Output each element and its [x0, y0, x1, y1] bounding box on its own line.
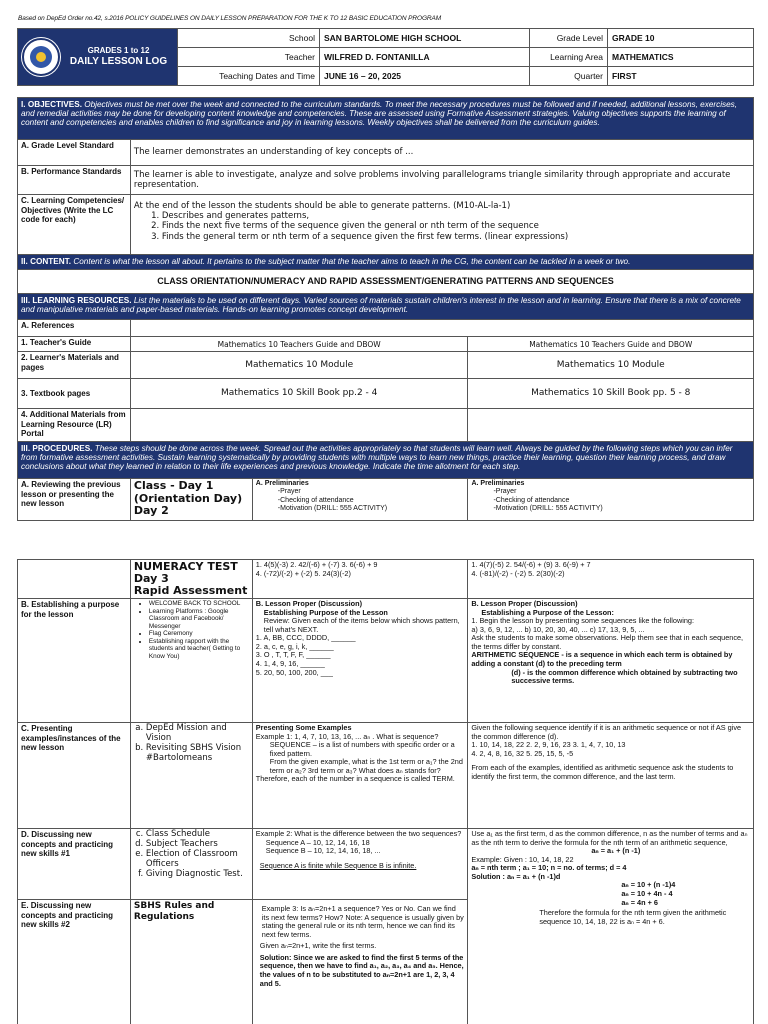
competencies-intro: At the end of the lesson the students should be able to generate patterns. (M10-AL-la-1)	[133, 201, 511, 211]
logo-line-dll: DAILY LESSON LOG	[69, 55, 168, 67]
resources-heading: III. LEARNING RESOURCES.	[21, 296, 132, 305]
formula-line: Example: Given : 10, 14, 18, 22	[471, 854, 574, 864]
purpose-item: • Flag Ceremony	[149, 630, 249, 637]
dates-label: Teaching Dates and Time	[178, 67, 320, 86]
page2-empty-label	[18, 560, 131, 599]
example-line: Therefore, each of the number in a sequence is called TERM.	[255, 774, 455, 784]
formula-line: aₙ = 10 + 4n - 4	[621, 889, 673, 898]
formula-line: Solution : aₙ = a₁ + (n -1)d	[471, 871, 561, 881]
formula-line: aₙ = nth term ; a₁ = 10; n = no. of terms; d = 4	[471, 863, 627, 873]
examples-title: Presenting Some Examples	[255, 723, 352, 733]
dates-value: JUNE 16 – 20, 2025	[320, 67, 530, 86]
school-value: SAN BARTOLOME HIGH SCHOOL	[320, 29, 530, 48]
review-line: 3. O , T, T, F, F, ______	[255, 650, 331, 660]
presenting-examples-day2	[252, 723, 468, 829]
prelim-item: -Checking of attendance	[277, 496, 354, 504]
vision-item: b. Revisiting SBHS Vision #Bartolomeans	[146, 744, 249, 764]
quarter-value: FIRST	[608, 67, 754, 86]
drill-line: 4. (-81)/(-2) - (-2) 5. 2(30)(-2)	[471, 568, 565, 578]
lesson-proper-subtitle: Establishing a Purpose of the Lesson:	[481, 607, 614, 617]
procedures-band	[18, 442, 754, 479]
deped-seal-icon	[22, 38, 60, 76]
formula-line: aₙ = a₁ + (n -1)	[591, 846, 641, 856]
preliminaries-day1	[252, 479, 468, 521]
concept-line: Sequence B – 10, 12, 14, 16, 18, ...	[265, 846, 381, 856]
review-line: 1. A, BB, CCC, DDDD, ______	[255, 633, 356, 643]
drill-items-day2	[468, 560, 754, 599]
document-top-note: Based on DepEd Order no.42, s.2016 POLICY GUIDELINES ON DAILY LESSON PREPARATION FOR THE K TO 12 BASIC EDUCATION PROGRAM	[18, 15, 442, 22]
purpose-line: Ask the students to make some observations. Help them see that in each sequence, the terms differ by constant.	[471, 633, 744, 651]
discussing-concepts-1-label: D. Discussing new concepts and practicing new skills #1	[18, 829, 131, 900]
logo-line-grades: GRADES 1 to 12	[87, 46, 150, 56]
learners-materials-day1: Mathematics 10 Module	[130, 352, 468, 379]
learning-area-value: MATHEMATICS	[608, 48, 754, 67]
class-day-1: Class - Day 1	[133, 479, 214, 492]
review-line: Review: Given each of the items below which shows pattern, tell what's NEXT.	[263, 616, 460, 634]
class-day-cell	[130, 479, 252, 521]
example-line: Given the following sequence identify if it is an arithmetic sequence or not if AS give the common difference (d).	[471, 723, 742, 741]
school-label: School	[178, 29, 320, 48]
concept-line: Example 2: What is the difference between the two sequences?	[255, 829, 462, 839]
textbook-pages-day1: Mathematics 10 Skill Book pp.2 - 4	[130, 379, 468, 409]
content-band	[18, 255, 754, 270]
drill-line: 1. 4(5)(-3) 2. 42/(-6) + (-7) 3. 6(-6) + 9	[255, 560, 378, 569]
example-line: Example 1: 1, 4, 7, 10, 13, 16, ... aₙ . What is sequence?	[255, 731, 439, 741]
grade-level-standard-label: A. Grade Level Standard	[18, 140, 131, 166]
objectives-band	[18, 98, 754, 140]
discussing-concepts-2-label: E. Discussing new concepts and practicing new skills #2	[18, 900, 131, 1024]
establishing-purpose-label: B. Establishing a purpose for the lesson	[18, 599, 131, 723]
class-item: c. Class Schedule	[146, 830, 249, 840]
drill-items-day1	[252, 560, 468, 599]
content-heading: II. CONTENT.	[21, 257, 72, 266]
example-line: From the given example, what is the 1st term or a₁? the 2nd term or a₂? 3rd term or a₃? What does aₙ stands for?	[269, 757, 463, 775]
header-logo-block	[18, 29, 178, 86]
presenting-examples-day3	[468, 723, 754, 829]
teacher-value: WILFRED D. FONTANILLA	[320, 48, 530, 67]
establishing-purpose-day2	[252, 599, 468, 723]
preliminaries-title: A. Preliminaries	[255, 480, 309, 487]
review-line: 5. 20, 50, 100, 200, ___	[255, 667, 333, 677]
reviewing-lesson-label: A. Reviewing the previous lesson or presenting the new lesson	[18, 479, 131, 521]
class-day-2: Day 2	[133, 504, 169, 518]
class-item: e. Election of Classroom Officers	[146, 850, 249, 870]
competency-item: 3. Finds the general term or nth term of a sequence given the first few terms. (linear expressions)	[162, 232, 750, 242]
drill-line: 4. (-72)/(-2) + (-2) 5. 24(3)(-2)	[255, 568, 351, 578]
prelim-item: -Prayer	[277, 488, 301, 496]
orientation-day: (Orientation Day)	[133, 491, 243, 505]
discussing-concepts-1-day2	[252, 829, 468, 900]
numeracy-day: Day 3	[133, 572, 169, 586]
formula-line: aₙ = 10 + (n -1)4	[621, 880, 676, 890]
discussing-concepts-1-day3	[468, 829, 754, 1024]
objectives-heading: I. OBJECTIVES.	[21, 100, 82, 109]
prelim-item: -Motivation (DRILL: 555 ACTIVITY)	[493, 505, 603, 513]
drill-line: 1. 4(7)(-5) 2. 54/(-6) + (9) 3. 6(-9) + 7	[471, 560, 591, 569]
purpose-item: • WELCOME BACK TO SCHOOL	[149, 600, 249, 607]
establishing-purpose-day3	[468, 599, 754, 723]
lesson-log-table	[17, 97, 754, 521]
learning-competencies-label: C. Learning Competencies/ Objectives (Write the LC code for each)	[18, 195, 131, 255]
review-line: 4. 1, 4, 9, 16, ______	[255, 659, 325, 668]
performance-standards-text: The learner is able to investigate, analyze and solve problems involving parallelograms triangle similarity through appropriate and accurate representation.	[130, 166, 753, 195]
review-line: 2. a, c, e, g, i, k, ______	[255, 641, 334, 651]
example-line: 4. 2, 4, 8, 16, 32 5. 25, 15, 5, -5	[471, 748, 574, 758]
resources-band	[18, 294, 754, 320]
additional-materials-label: 4. Additional Materials from Learning Resource (LR) Portal	[18, 409, 131, 442]
grade-level-standard-text: The learner demonstrates an understanding of key concepts of ...	[130, 140, 753, 166]
teachers-guide-label: 1. Teacher's Guide	[18, 337, 131, 352]
purpose-item: • Establishing rapport with the students and teacher( Getting to Know You)	[149, 638, 249, 660]
header-table	[17, 28, 754, 86]
additional-materials-day1	[130, 409, 468, 442]
objectives-description: Objectives must be met over the week and connected to the curriculum standards. To meet the necessary procedures must be followed and if needed, additional lessons, exercises, and remedial activities may be done for developing content knowledge and competencies. These are assessed using Formative Assessment strategies. Valuing objectives supports the learning of content and competencies and enables children to find significance and joy in learning lessons. Weekly objectives shall be delivered from the curriculum guides.	[21, 100, 738, 128]
example-line: From each of the examples, identified as arithmetic sequence ask the students to identify the first term, the common difference, and the last term.	[471, 763, 734, 781]
purpose-line: a) 3, 6, 9, 12, ... b) 10, 20, 30, 40, ... c) 17, 13, 9, 5, ...	[471, 624, 645, 634]
resources-description: List the materials to be used on different days. Varied sources of materials sustain children's interest in the lesson and in learning. Ensure that there is a mix of concrete and manipulative materials and paper-based materials. Hands-on learning promotes concept development.	[21, 296, 741, 315]
competency-item: 1. Describes and generates patterns,	[162, 211, 750, 221]
lesson-proper-title: B. Lesson Proper (Discussion)	[471, 599, 578, 609]
example3-line: Solution: Since we are asked to find the first 5 terms of the sequence, then we have to find a₁, a₂, a₃, a₄ and a₅. Hence, the values of n to be substituted to aₙ=2n+1 are 1, 2, 3, 4 and 5.	[259, 952, 464, 988]
preliminaries-title: A. Preliminaries	[471, 480, 525, 487]
formula-conclusion: Therefore the formula for the nth term given the arithmetic sequence 10, 14, 18, 22 is aₙ = 4n + 6.	[539, 908, 727, 926]
example3-line: Given aₙ=2n+1, write the first terms.	[259, 941, 377, 951]
discussing-concepts-1-day1	[130, 829, 252, 900]
teacher-label: Teacher	[178, 48, 320, 67]
example-line: SEQUENCE – is a list of numbers with specific order or a fixed pattern.	[269, 740, 455, 758]
example3-line: Example 3: Is aₙ=2n+1 a sequence? Yes or No. Can we find its next few terms? How? Note: A sequence is usually given by stating the general rule or its nth term, hence we can find its next few terms.	[261, 904, 464, 939]
preliminaries-day2	[468, 479, 754, 521]
grade-value: GRADE 10	[608, 29, 754, 48]
common-difference-definition: (d) - is the common difference which obtained by subtracting two successive terms.	[511, 667, 738, 686]
numeracy-test-cell	[130, 560, 252, 599]
learners-materials-day2: Mathematics 10 Module	[468, 352, 754, 379]
teachers-guide-day2: Mathematics 10 Teachers Guide and DBOW	[468, 337, 754, 352]
lesson-log-table-page2	[17, 559, 754, 1024]
class-item: d. Subject Teachers	[146, 840, 249, 850]
content-title: CLASS ORIENTATION/NUMERACY AND RAPID ASSESSMENT/GENERATING PATTERNS AND SEQUENCES	[18, 270, 754, 294]
concept-line: Sequence A – 10, 12, 14, 16, 18	[265, 837, 370, 847]
additional-materials-day2	[468, 409, 754, 442]
discussing-concepts-2-day2	[252, 900, 468, 1024]
procedures-heading: III. PROCEDURES.	[21, 444, 93, 453]
quarter-label: Quarter	[530, 67, 608, 86]
formula-line: aₙ = 4n + 6	[621, 897, 658, 907]
purpose-item: • Learning Platforms : Google Classroom and Facebook/ Messenger	[149, 608, 249, 630]
rapid-assessment-title: Rapid Assessment	[133, 584, 248, 598]
prelim-item: -Prayer	[493, 488, 517, 496]
arithmetic-sequence-definition: ARITHMETIC SEQUENCE - is a sequence in which each term is obtained by adding a constant (d) to the preceding term	[471, 650, 733, 668]
purpose-line: 1. Begin the lesson by presenting some sequences like the following:	[471, 616, 695, 626]
presenting-examples-day1	[130, 723, 252, 829]
references-empty-cell	[130, 320, 753, 337]
lesson-proper-subtitle: Establishing Purpose of the Lesson	[263, 607, 388, 617]
learning-competencies-cell	[130, 195, 753, 255]
formula-line: Use a₁ as the first term, d as the common difference, n as the number of terms and aₙ as the nth term to derive the formula for the nth term of an arithmetic sequence,	[471, 829, 748, 847]
establishing-purpose-day1	[130, 599, 252, 723]
learners-materials-label: 2. Learner's Materials and pages	[18, 352, 131, 379]
prelim-item: -Motivation (DRILL: 555 ACTIVITY)	[277, 505, 388, 513]
numeracy-test-title: NUMERACY TEST	[133, 560, 238, 573]
content-description: Content is what the lesson all about. It pertains to the subject matter that the teacher aims to teach in the CG, the content can be tackled in a week or two.	[73, 257, 631, 266]
learning-area-label: Learning Area	[530, 48, 608, 67]
example-line: 1. 10, 14, 18, 22 2. 2, 9, 16, 23 3. 1, 4, 7, 10, 13	[471, 740, 626, 750]
references-label: A. References	[18, 320, 131, 337]
competency-item: 2. Finds the next five terms of the sequence given the general or nth term of the sequence	[162, 221, 750, 231]
grade-label: Grade Level	[530, 29, 608, 48]
textbook-pages-day2: Mathematics 10 Skill Book pp. 5 - 8	[468, 379, 754, 409]
performance-standards-label: B. Performance Standards	[18, 166, 131, 195]
procedures-description: These steps should be done across the week. Spread out the activities appropriately so that students will learn well. Always be guided by the following steps which you can infer from formative assessment activities. Sustain learning systematically by providing students with multiple ways to learn new things, practice their learning, question their learning process, and draw conclusions about what they learned in relation to their life experiences and previous knowledge. Indicate the time allotment for each step.	[21, 444, 733, 472]
textbook-pages-label: 3. Textbook pages	[18, 379, 131, 409]
teachers-guide-day1: Mathematics 10 Teachers Guide and DBOW	[130, 337, 468, 352]
discussing-concepts-2-day1: SBHS Rules and Regulations	[130, 900, 252, 1024]
concept-line: Sequence A is finite while Sequence B is infinite.	[259, 860, 417, 870]
prelim-item: -Checking of attendance	[493, 496, 570, 504]
lesson-proper-title: B. Lesson Proper (Discussion)	[255, 599, 363, 609]
presenting-examples-label: C. Presenting examples/instances of the new lesson	[18, 723, 131, 829]
class-item: f. Giving Diagnostic Test.	[146, 870, 249, 880]
vision-item: a. DepEd Mission and Vision	[146, 724, 249, 744]
